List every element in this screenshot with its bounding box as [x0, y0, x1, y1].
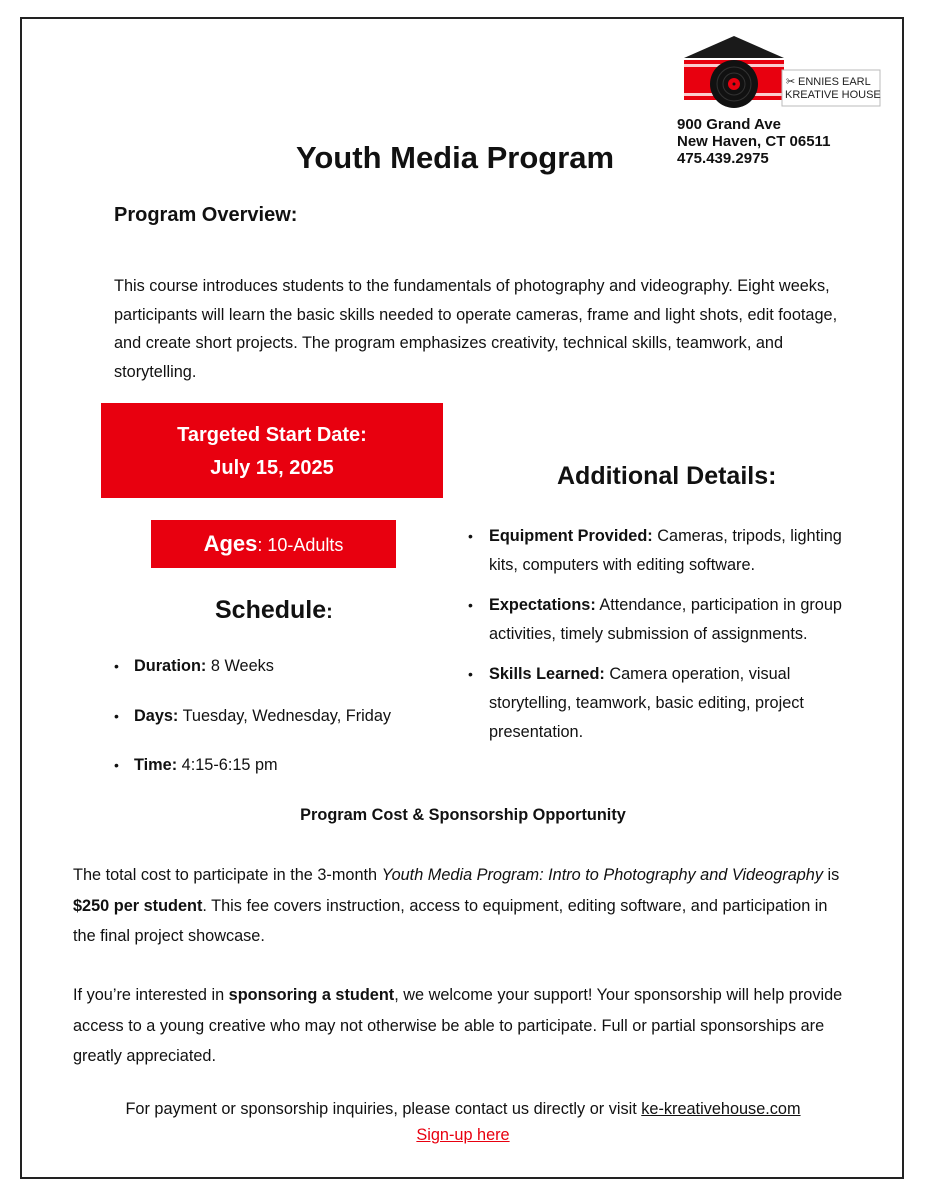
website-link[interactable]: ke-kreativehouse.com	[641, 1100, 801, 1118]
overview-text: This course introduces students to the fundamentals of photography and videography. Eight weeks, participants will learn the basic skills needed to operate cameras, frame and light shots, edit footage, and create short projects. The program emphasizes creativity, technical skills, teamwork, and storytelling.	[114, 277, 838, 381]
additional-details-list	[468, 522, 863, 758]
cost-heading: Program Cost & Sponsorship Opportunity	[300, 806, 626, 824]
address-block	[677, 116, 830, 167]
schedule-item-time: • Time: 4:15-6:15 pm	[114, 756, 278, 774]
ages-box	[151, 520, 396, 568]
logo-line2: KREATIVE HOUSE	[785, 89, 881, 101]
address-phone: 475.439.2975	[677, 150, 769, 167]
sponsorship-paragraph: If you’re interested in sponsoring a student, we welcome your support! Your sponsorship will help provide access to a young creative who may not otherwise be able to participate. Full or partial sponsorships are greatly appreciated.	[73, 986, 843, 1065]
schedule-heading: Schedule:	[215, 596, 333, 624]
ages-label: Ages	[203, 531, 258, 556]
overview-heading: Program Overview:	[114, 204, 298, 226]
contact-block	[0, 1096, 926, 1148]
ages-value: : 10-Adults	[257, 535, 344, 555]
logo	[680, 34, 884, 110]
logo-line1: ENNIES EARL	[798, 76, 871, 88]
contact-text: For payment or sponsorship inquiries, please contact us directly or visit	[125, 1100, 642, 1118]
detail-item-skills: • Skills Learned: Camera operation, visual storytelling, teamwork, basic editing, project presentation.	[468, 665, 804, 741]
detail-item-expectations: • Expectations: Attendance, participation in group activities, timely submission of assignments.	[468, 596, 842, 643]
schedule-list	[114, 655, 454, 804]
signup-link[interactable]: Sign-up here	[416, 1126, 510, 1144]
cost-paragraph: The total cost to participate in the 3-month Youth Media Program: Intro to Photography and Videography is $250 per student. This fee covers instruction, access to equipment, editing software, and participation in the final project showcase.	[73, 866, 840, 945]
address-street: 900 Grand Ave	[677, 116, 781, 133]
start-date-value: July 15, 2025	[210, 457, 334, 479]
address-city: New Haven, CT 06511	[677, 133, 831, 150]
detail-item-equipment: • Equipment Provided: Cameras, tripods, lighting kits, computers with editing software.	[468, 527, 842, 574]
page-title: Youth Media Program	[296, 140, 615, 175]
svg-text:✂: ✂	[786, 75, 796, 88]
schedule-item-days: • Days: Tuesday, Wednesday, Friday	[114, 706, 392, 725]
start-date-box	[101, 403, 443, 498]
start-date-label: Targeted Start Date:	[177, 424, 367, 446]
schedule-item-duration: • Duration: 8 Weeks	[114, 657, 274, 675]
additional-details-heading: Additional Details:	[557, 462, 777, 490]
